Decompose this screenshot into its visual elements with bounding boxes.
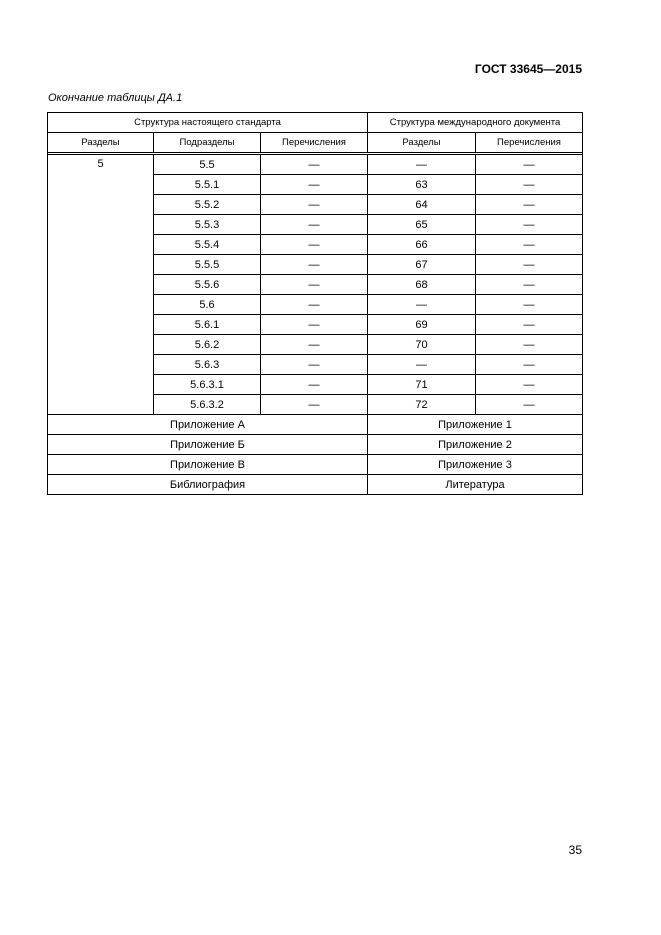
subsection-cell: 5.6.3.2 [154,395,261,415]
intl-section-cell: 69 [368,315,476,335]
enumeration-cell: — [261,175,368,195]
intl-enumeration-cell: — [476,315,583,335]
enumeration-cell: — [261,295,368,315]
intl-enumeration-cell: — [476,255,583,275]
appendix-international-cell: Приложение 3 [368,455,583,475]
enumeration-cell: — [261,235,368,255]
intl-section-cell: — [368,155,476,175]
group-header-row [48,113,583,133]
table-row [48,155,583,175]
enumeration-cell: — [261,315,368,335]
appendix-row [48,435,583,455]
intl-enumeration-cell: — [476,195,583,215]
subsection-cell: 5.5.3 [154,215,261,235]
subsection-cell: 5.5.2 [154,195,261,215]
intl-section-cell: 65 [368,215,476,235]
appendix-international-cell: Приложение 2 [368,435,583,455]
intl-enumeration-cell: — [476,175,583,195]
column-header: Подразделы [154,133,261,153]
appendix-row [48,455,583,475]
intl-enumeration-cell: — [476,395,583,415]
column-header: Разделы [48,133,154,153]
appendix-international-cell: Литература [368,475,583,495]
subsection-cell: 5.5.6 [154,275,261,295]
intl-section-cell: 70 [368,335,476,355]
intl-section-cell: 67 [368,255,476,275]
subsection-cell: 5.5.5 [154,255,261,275]
enumeration-cell: — [261,275,368,295]
column-header: Разделы [368,133,476,153]
table-caption: Окончание таблицы ДА.1 [48,92,183,104]
group-header-standard: Структура настоящего стандарта [48,113,368,133]
group-header-international: Структура международного документа [368,113,583,133]
appendix-standard-cell: Библиография [48,475,368,495]
subsection-cell: 5.5.4 [154,235,261,255]
enumeration-cell: — [261,395,368,415]
enumeration-cell: — [261,255,368,275]
subsection-cell: 5.6.2 [154,335,261,355]
appendix-standard-cell: Приложение А [48,415,368,435]
intl-enumeration-cell: — [476,355,583,375]
appendix-standard-cell: Приложение В [48,455,368,475]
subsection-cell: 5.6.3.1 [154,375,261,395]
subsection-cell: 5.6.1 [154,315,261,335]
subsection-cell: 5.5 [154,155,261,175]
intl-section-cell: 64 [368,195,476,215]
appendix-row [48,415,583,435]
structure-table [47,112,583,495]
column-header: Перечисления [476,133,583,153]
column-header: Перечисления [261,133,368,153]
intl-enumeration-cell: — [476,335,583,355]
intl-section-cell: 66 [368,235,476,255]
intl-enumeration-cell: — [476,275,583,295]
subsection-cell: 5.6 [154,295,261,315]
intl-enumeration-cell: — [476,155,583,175]
appendix-international-cell: Приложение 1 [368,415,583,435]
page-number: 35 [568,843,582,857]
enumeration-cell: — [261,195,368,215]
appendix-standard-cell: Приложение Б [48,435,368,455]
column-header-row [48,133,583,153]
intl-section-cell: 63 [368,175,476,195]
intl-section-cell: — [368,295,476,315]
intl-enumeration-cell: — [476,295,583,315]
enumeration-cell: — [261,215,368,235]
enumeration-cell: — [261,335,368,355]
intl-enumeration-cell: — [476,235,583,255]
intl-enumeration-cell: — [476,375,583,395]
section-cell: 5 [48,155,154,415]
appendix-row [48,475,583,495]
enumeration-cell: — [261,155,368,175]
intl-section-cell: 72 [368,395,476,415]
subsection-cell: 5.5.1 [154,175,261,195]
intl-enumeration-cell: — [476,215,583,235]
subsection-cell: 5.6.3 [154,355,261,375]
enumeration-cell: — [261,375,368,395]
document-code: ГОСТ 33645—2015 [474,62,582,76]
enumeration-cell: — [261,355,368,375]
intl-section-cell: 71 [368,375,476,395]
intl-section-cell: — [368,355,476,375]
intl-section-cell: 68 [368,275,476,295]
